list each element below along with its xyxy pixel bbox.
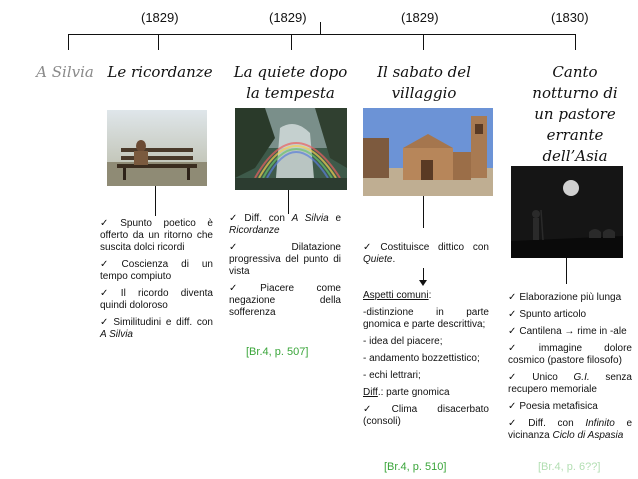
check-icon: ✓ — [100, 288, 118, 299]
reference-quiete: [Br.4, p. 507] — [246, 346, 309, 358]
photo-rainbow — [235, 108, 347, 190]
timeline-tick-sabato — [423, 34, 424, 50]
note-sabato-clima: ✓ Clima disacerbato (consoli) — [363, 404, 489, 427]
note-canto-1: ✓ Elaborazione più lunga — [508, 292, 622, 303]
check-icon: ✓ — [100, 317, 111, 328]
note-quiete-2: ✓ Dilatazione progressiva del punto di vista — [229, 242, 341, 277]
check-icon: ✓ — [363, 404, 389, 415]
connector-quiete — [288, 190, 289, 214]
title-canto-line-5: dell’Asia — [542, 147, 608, 165]
col-sabato-notes — [363, 242, 489, 271]
check-icon: ✓ — [100, 218, 118, 229]
note-ricordanze-1: ✓ Spunto poetico è offerto da un ritorno che suscita dolci ricordi — [100, 218, 213, 253]
timeline-tick-a-silvia — [68, 34, 69, 50]
note-sabato-1: ✓ Costituisce dittico con Quiete. — [363, 242, 489, 265]
note-canto-4: ✓ immagine dolore cosmico (pastore filosofo) — [508, 343, 632, 366]
note-quiete-3: ✓ Piacere come negazione della sofferenza — [229, 283, 341, 318]
note-canto-2: ✓ Spunto articolo — [508, 309, 587, 320]
check-icon: ✓ — [229, 213, 242, 224]
note-canto-3: ✓ Cantilena → rime in -ale — [508, 326, 627, 337]
title-quiete — [228, 62, 353, 104]
col-sabato-aspects — [363, 290, 489, 433]
title-canto-line-4: errante — [546, 126, 604, 144]
check-icon: ✓ — [508, 326, 517, 337]
title-a-silvia: A Silvia — [36, 63, 94, 81]
connector-sabato — [423, 196, 424, 228]
check-icon: ✓ — [508, 372, 530, 383]
note-ricordanze-3: ✓ Il ricordo diventa quindi doloroso — [100, 288, 213, 311]
photo-shepherd — [511, 166, 623, 258]
connector-ricordanze — [155, 186, 156, 216]
note-ricordanze-2: ✓ Coscienza di un tempo compiuto — [100, 259, 213, 282]
check-icon: ✓ — [363, 242, 378, 253]
check-icon: ✓ — [508, 343, 536, 354]
aspetto-1: -distinzione in parte gnomica e parte descrittiva; — [363, 307, 489, 330]
title-sabato-line-2: villaggio — [391, 84, 457, 102]
title-canto-line-2: notturno di — [532, 84, 618, 102]
col-quiete-notes — [229, 213, 341, 324]
reference-canto: [Br.4, p. 6??] — [538, 461, 601, 473]
note-canto-6: ✓ Poesia metafisica — [508, 401, 598, 412]
check-icon: ✓ — [508, 292, 517, 303]
connector-canto — [566, 258, 567, 284]
check-icon: ✓ — [229, 242, 289, 253]
timeline-tick-quiete — [291, 34, 292, 50]
col-canto-notes — [508, 292, 632, 447]
year-label-2: (1829) — [269, 10, 307, 25]
title-sabato — [365, 62, 483, 104]
year-label-3: (1829) — [401, 10, 439, 25]
timeline-axis — [68, 34, 576, 35]
note-canto-5: ✓ Unico G.I. senza recupero memoriale — [508, 372, 632, 395]
aspetti-heading: Aspetti comuni: — [363, 290, 432, 301]
check-icon: ✓ — [508, 401, 517, 412]
arrow-down-icon — [419, 280, 427, 286]
aspetto-2: - idea del piacere; — [363, 336, 443, 347]
reference-sabato: [Br.4, p. 510] — [384, 461, 447, 473]
title-quiete-line-2: la tempesta — [246, 84, 335, 102]
check-icon: ✓ — [508, 309, 517, 320]
title-sabato-line-1: Il sabato del — [377, 63, 471, 81]
title-canto-line-1: Canto — [552, 63, 598, 81]
timeline-center-tick — [320, 22, 321, 34]
aspetto-4: - echi lettrari; — [363, 370, 421, 381]
year-label-1: (1829) — [141, 10, 179, 25]
photo-bench — [107, 110, 207, 186]
title-canto-line-3: un pastore — [534, 105, 616, 123]
timeline-tick-canto — [575, 34, 576, 50]
col-ricordanze-notes — [100, 218, 213, 346]
title-quiete-line-1: La quiete dopo — [233, 63, 348, 81]
note-ricordanze-4: ✓ Similitudini e diff. con A Silvia — [100, 317, 213, 340]
year-label-4: (1830) — [551, 10, 589, 25]
title-le-ricordanze: Le ricordanze — [107, 63, 213, 81]
aspetto-3: - andamento bozzettistico; — [363, 353, 480, 364]
diff-line: Diff.: parte gnomica — [363, 387, 450, 398]
note-canto-7: ✓ Diff. con Infinito e vicinanza Ciclo di Aspasia — [508, 418, 633, 441]
title-canto — [520, 62, 630, 167]
photo-village — [363, 108, 493, 196]
check-icon: ✓ — [508, 418, 526, 429]
check-icon: ✓ — [229, 283, 258, 294]
timeline-tick-ricordanze — [158, 34, 159, 50]
note-quiete-1: ✓ Diff. con A Silvia e Ricordanze — [229, 213, 341, 236]
check-icon: ✓ — [100, 259, 119, 270]
